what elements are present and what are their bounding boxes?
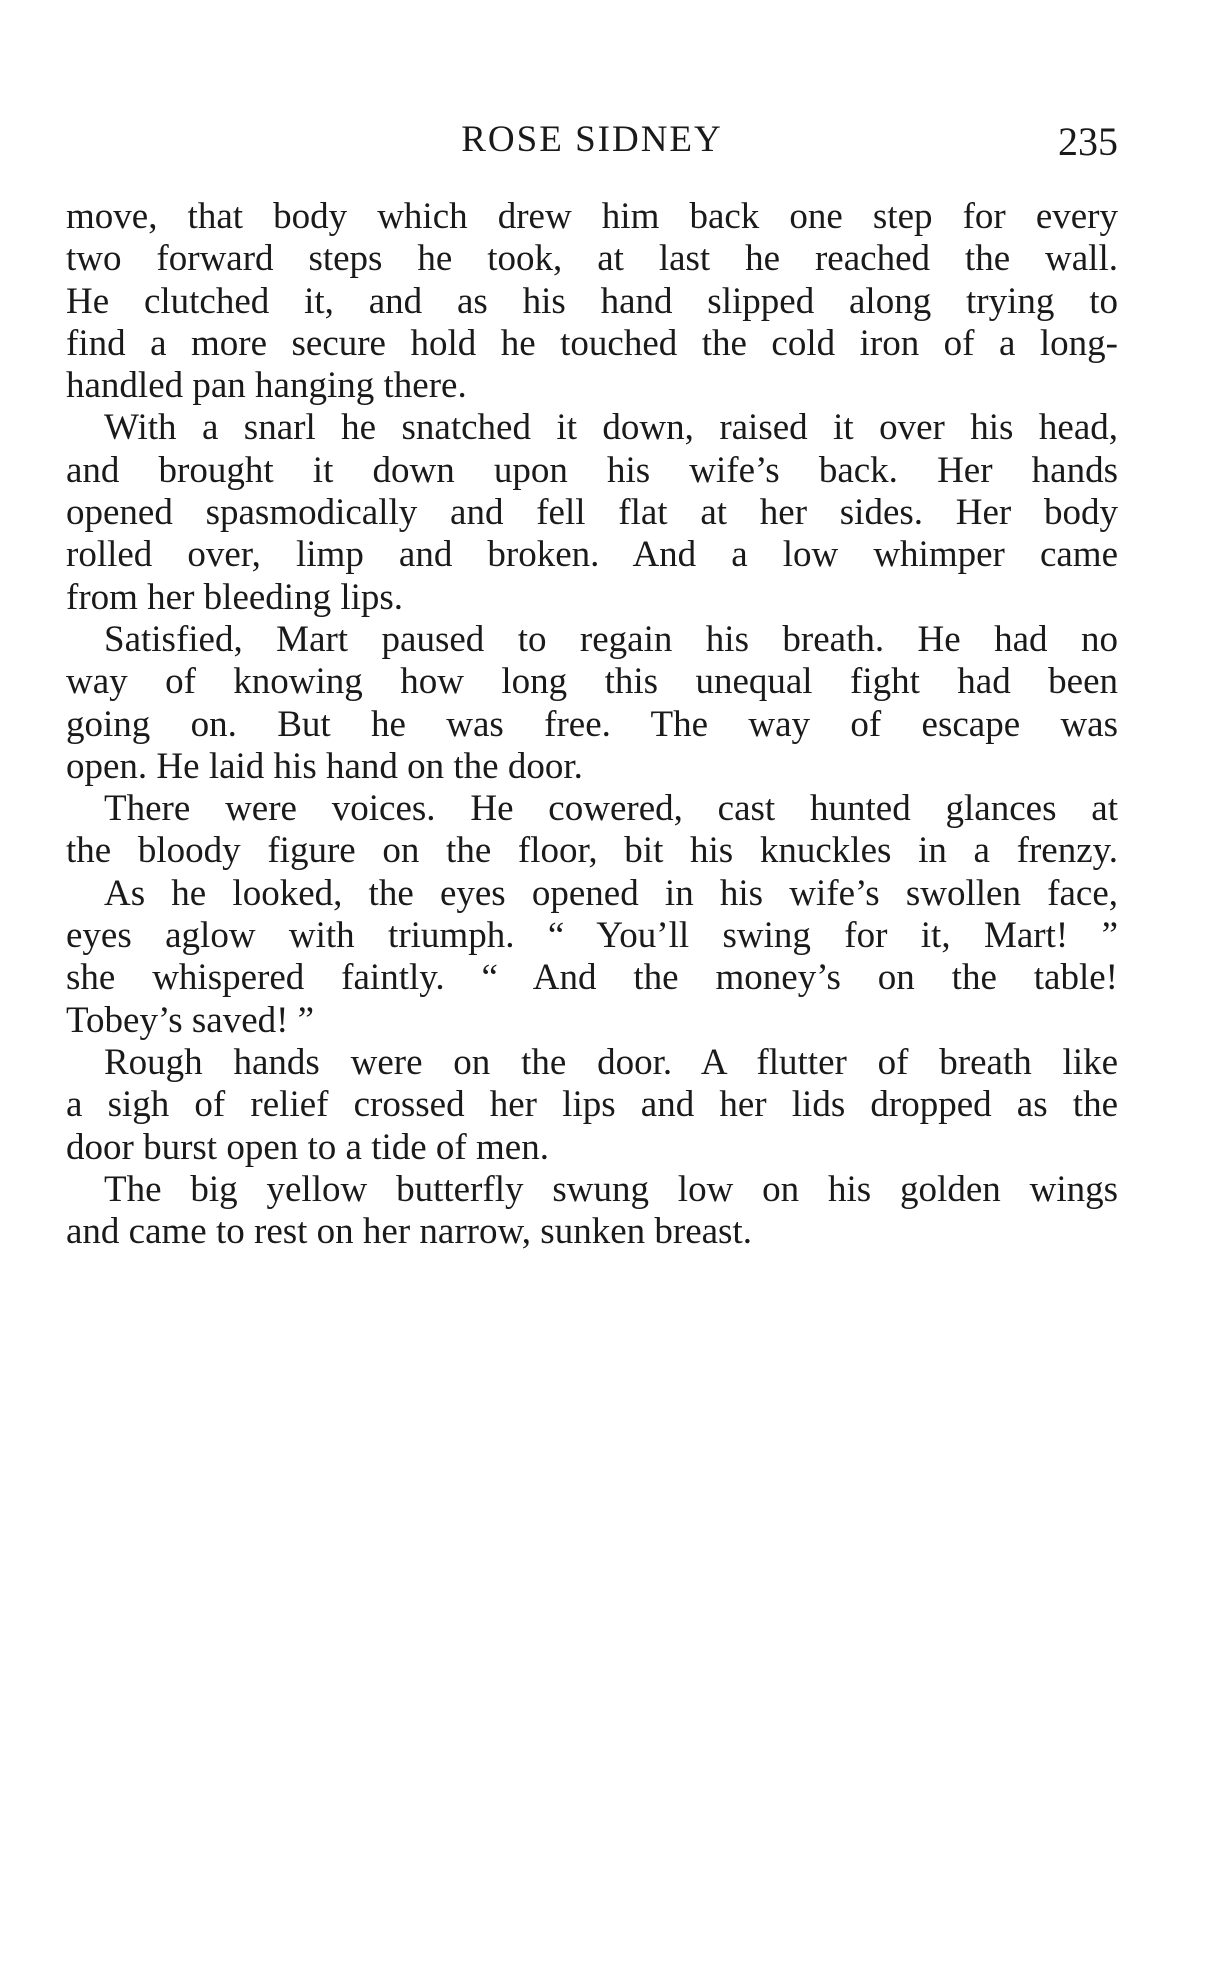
text-line: opened spasmodically and fell flat at her sides. Her body [66,492,1118,534]
text-line: Rough hands were on the door. A flutter of breath like [104,1041,1118,1083]
text-line: Tobey’s saved! ” [66,999,315,1041]
text-line: going on. But he was free. The way of escape was [66,703,1118,745]
text-line: she whispered faintly. “ And the money’s on the table! [66,957,1118,999]
page-number: 235 [1058,119,1118,164]
text-line: from her bleeding lips. [66,576,404,618]
text-line: way of knowing how long this unequal fight had been [66,661,1118,703]
text-line: the bloody figure on the floor, bit his knuckles in a frenzy. [66,830,1118,872]
text-line: As he looked, the eyes opened in his wife’s swollen face, [104,872,1118,914]
text-line: a sigh of relief crossed her lips and her lids dropped as the [66,1084,1118,1126]
running-head [66,112,1118,168]
text-line: door burst open to a tide of men. [66,1126,549,1168]
text-line: rolled over, limp and broken. And a low whimper came [66,534,1118,576]
text-line: With a snarl he snatched it down, raised it over his head, [104,407,1118,449]
text-line: move, that body which drew him back one step for every [66,196,1118,237]
text-line: handled pan hanging there. [66,365,467,407]
running-title: ROSE SIDNEY [461,119,723,160]
text-line: open. He laid his hand on the door. [66,745,583,787]
text-line: find a more secure hold he touched the cold iron of a long- [66,322,1118,364]
text-line: eyes aglow with triumph. “ You’ll swing for it, Mart! ” [66,915,1118,957]
text-line: two forward steps he took, at last he reached the wall. [66,238,1118,280]
text-line: He clutched it, and as his hand slipped along trying to [66,280,1118,322]
text-line: and brought it down upon his wife’s back. Her hands [66,449,1118,491]
text-line: Satisfied, Mart paused to regain his breath. He had no [104,618,1118,660]
text-line: There were voices. He cowered, cast hunted glances at [104,788,1118,830]
text-line: and came to rest on her narrow, sunken breast. [66,1211,752,1253]
text-line: The big yellow butterfly swung low on his golden wings [104,1168,1118,1210]
body-text [66,196,1118,1253]
